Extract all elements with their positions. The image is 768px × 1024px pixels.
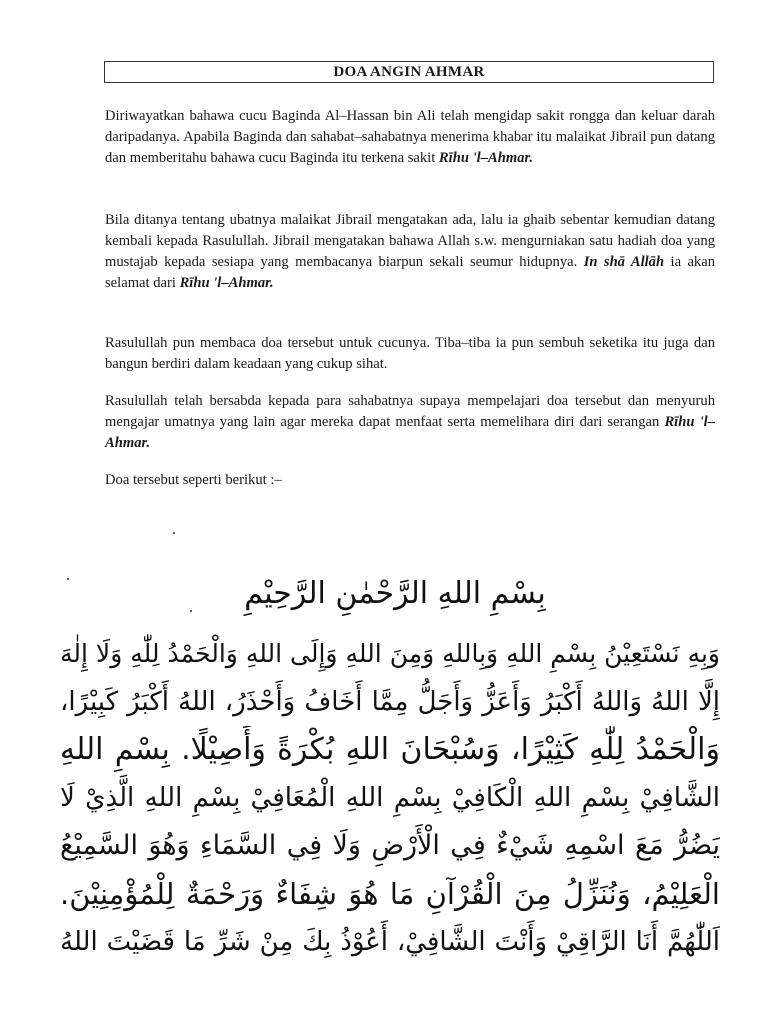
page-title — [104, 61, 714, 83]
arabic-prayer — [60, 630, 720, 966]
scan-speck — [67, 578, 69, 580]
arabic-line-1: وَبِهِ نَسْتَعِيْنُ بِسْمِ اللهِ وَبِاللهِ وَمِنَ اللهِ وَإِلَى اللهِ وَالْحَمْدُ لِلّٰهِ وَلَا إِلٰهَ — [60, 639, 720, 668]
arabic-line-2: إِلَّا اللهُ وَاللهُ أَكْبَرُ وَأَعَزُّ وَأَجَلُّ مِمَّا أَخَافُ وَأَحْذَرُ، اللهُ أَكْبَرُ كَبِيْرًا، — [60, 687, 720, 717]
paragraph-1-text: Diriwayatkan bahawa cucu Baginda Al–Hassan bin Ali telah mengidap sakit rongga dan keluar darah daripadanya. Apabila Baginda dan sahabat–sahabatnya menerima khabar itu malaikat Jibrail pun datang dan memberitahu bahawa cucu Baginda itu terkena sakit — [105, 108, 715, 166]
arabic-line-3: وَالْحَمْدُ لِلّٰهِ كَثِيْرًا، وَسُبْحَانَ اللهِ بُكْرَةً وَأَصِيْلًا. بِسْمِ اللهِ — [60, 732, 720, 767]
page-title-text: DOA ANGIN AHMAR — [333, 63, 485, 80]
arabic-line-4: الشَّافِيْ بِسْمِ اللهِ الْكَافِيْ بِسْمِ اللهِ الْمُعَافِيْ بِسْمِ اللهِ الَّذِيْ لَا — [60, 783, 720, 813]
paragraph-2 — [105, 210, 715, 294]
paragraph-5 — [105, 470, 715, 491]
paragraph-1 — [105, 106, 715, 169]
paragraph-3 — [105, 333, 715, 375]
paragraph-2-text-b: ia akan selamat dari — [105, 254, 715, 291]
arabic-line-5: يَضُرُّ مَعَ اسْمِهِ شَيْءٌ فِي الْأَرْضِ وَلَا فِي السَّمَاءِ وَهُوَ السَّمِيْعُ — [60, 830, 720, 861]
paragraph-4 — [105, 391, 715, 454]
scan-speck — [190, 610, 192, 612]
scan-speck — [173, 532, 175, 534]
paragraph-3-text: Rasulullah pun membaca doa tersebut untuk cucunya. Tiba–tiba ia pun sembuh seketika itu juga dan bangun berdiri dalam keadaan yang cukup sihat. — [105, 335, 715, 372]
paragraph-2-text-a: Bila ditanya tentang ubatnya malaikat Jibrail mengatakan ada, lalu ia ghaib sebentar kemudian datang kembali kepada Rasulullah. Jibrail mengatakan bahawa Allah s.w. mengurniakan satu hadiah doa yang mustajab kepada sesiapa yang membacanya biarpun sekali seumur hidupnya. — [105, 212, 715, 270]
paragraph-2-term-a: In shā Allāh — [583, 254, 665, 270]
arabic-basmala: بِسْمِ اللهِ الرَّحْمٰنِ الرَّحِيْمِ — [244, 576, 546, 611]
arabic-line-7: اَللّٰهُمَّ أَنَا الرَّاقِيْ وَأَنْتَ الشَّافِيْ، أَعُوْذُ بِكَ مِنْ شَرِّ مَا قَضَيْتَ اللهُ — [60, 927, 720, 957]
paragraph-5-text: Doa tersebut seperti berikut :– — [105, 472, 282, 488]
paragraph-4-term: Rīhu 'l–Ahmar. — [105, 414, 715, 451]
paragraph-2-term-b: Rīhu 'l–Ahmar. — [179, 275, 274, 291]
paragraph-1-term: Rīhu 'l–Ahmar. — [438, 150, 534, 166]
paragraph-4-text: Rasulullah telah bersabda kepada para sahabatnya supaya mempelajari doa tersebut dan menyuruh mengajar umatnya yang lain agar mereka dapat menfaat serta memelihara diri dari serangan — [105, 393, 715, 430]
arabic-line-6: الْعَلِيْمُ، وَنُنَزِّلُ مِنَ الْقُرْآنِ مَا هُوَ شِفَاءٌ وَرَحْمَةٌ لِلْمُؤْمِنِيْنَ. — [60, 877, 720, 911]
